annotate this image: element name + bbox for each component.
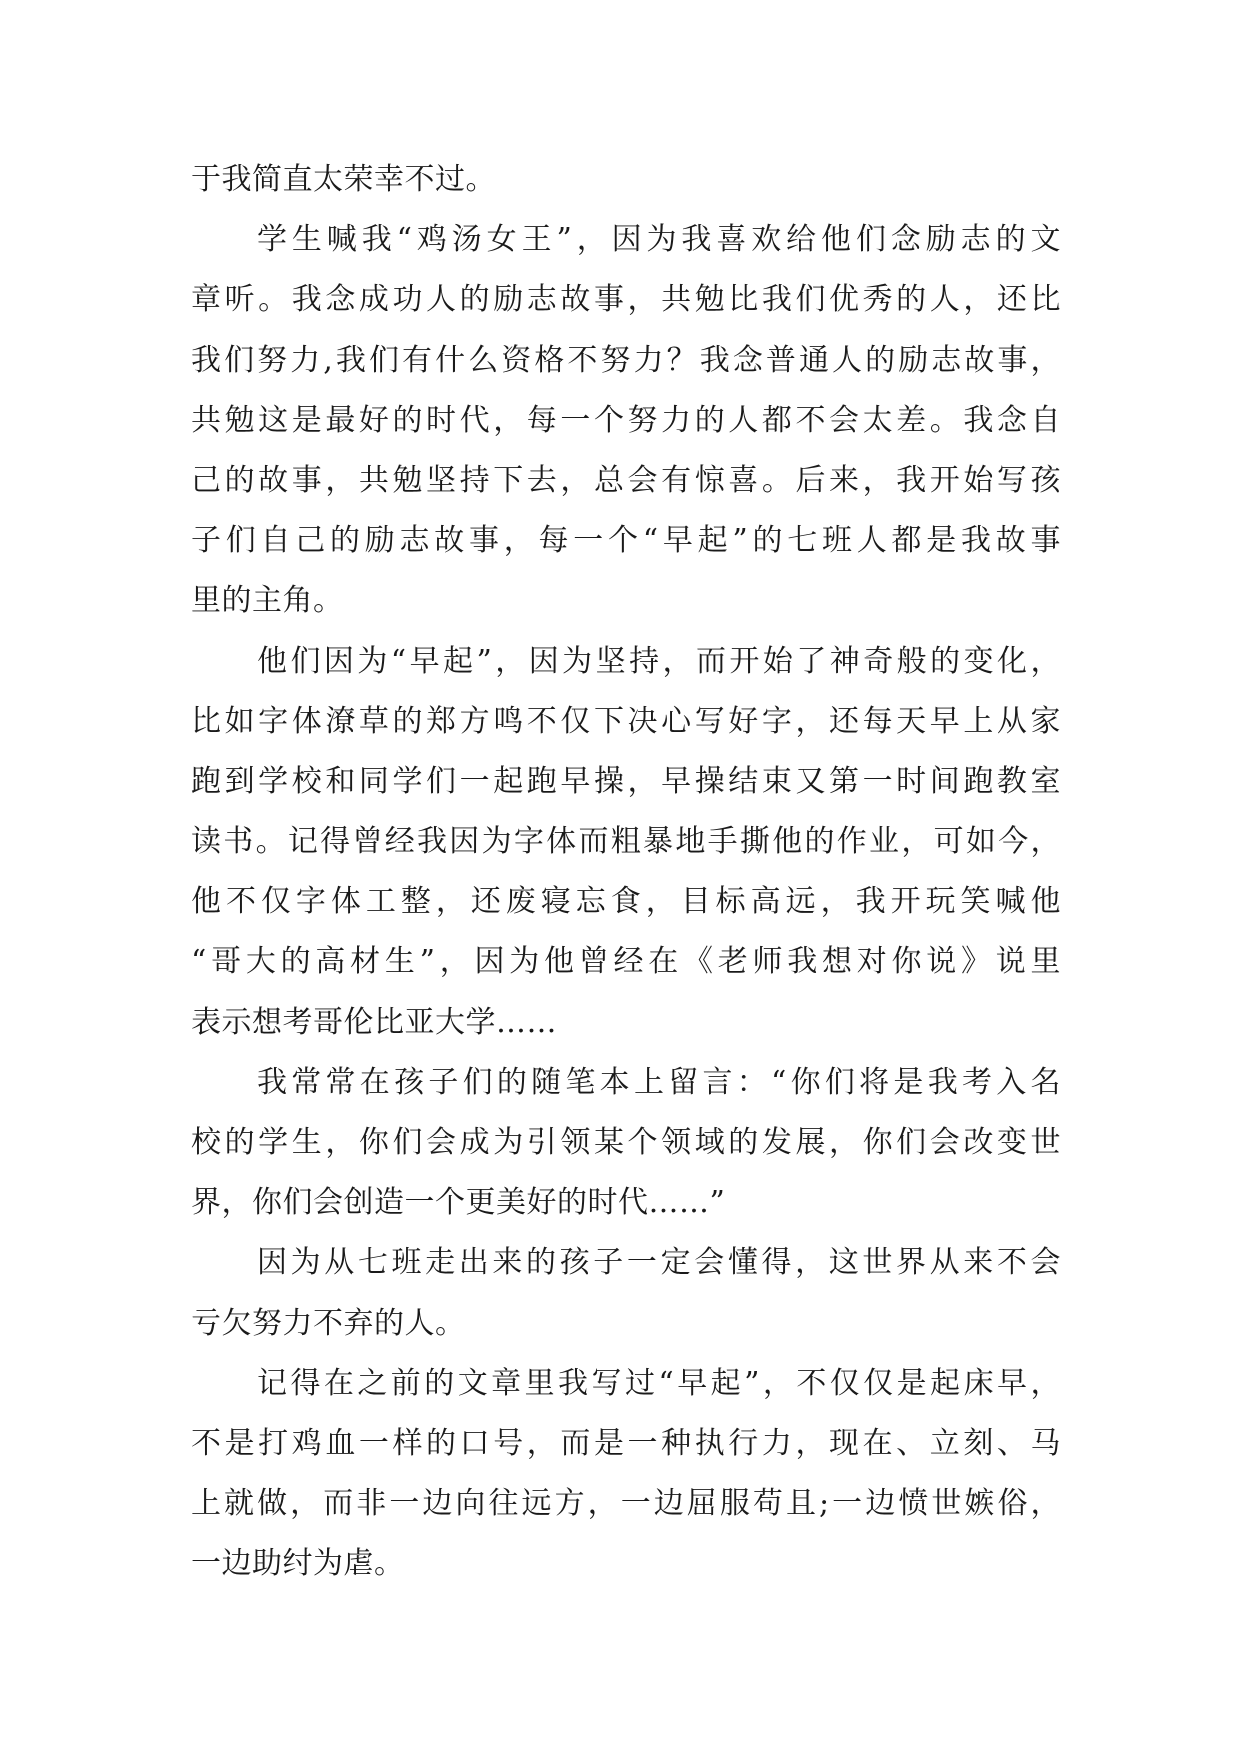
text-line-16: 我常常在孩子们的随笔本上留言：“你们将是我考入名 (257, 1064, 1061, 1100)
text-line-15: 表示想考哥伦比亚大学…… (191, 1004, 557, 1040)
text-line-3: 章听。我念成功人的励志故事，共勉比我们优秀的人，还比 (191, 282, 1061, 318)
text-line-14: “哥大的高材生”，因为他曾经在《老师我想对你说》说里 (191, 944, 1061, 980)
text-line-21: 记得在之前的文章里我写过“早起”，不仅仅是起床早， (257, 1365, 1061, 1401)
text-line-5: 共勉这是最好的时代，每一个努力的人都不会太差。我念自 (191, 402, 1061, 438)
text-line-23: 上就做，而非一边向往远方，一边屈服苟且;一边愤世嫉俗， (191, 1486, 1061, 1522)
text-line-22: 不是打鸡血一样的口号，而是一种执行力，现在、立刻、马 (191, 1425, 1061, 1461)
text-line-10: 比如字体潦草的郑方鸣不仅下决心写好字，还每天早上从家 (191, 703, 1061, 739)
text-line-17: 校的学生，你们会成为引领某个领域的发展，你们会改变世 (191, 1125, 1061, 1160)
text-line-19: 因为从七班走出来的孩子一定会懂得，这世界从来不会 (257, 1245, 1061, 1281)
text-line-7: 子们自己的励志故事，每一个“早起”的七班人都是我故事 (191, 523, 1061, 559)
text-line-20: 亏欠努力不弃的人。 (191, 1305, 466, 1341)
text-line-18: 界，你们会创造一个更美好的时代……” (191, 1185, 726, 1221)
text-line-1: 于我简直太荣幸不过。 (191, 162, 496, 197)
text-line-11: 跑到学校和同学们一起跑早操，早操结束又第一时间跑教室 (191, 763, 1061, 799)
text-line-9: 他们因为“早起”，因为坚持，而开始了神奇般的变化， (257, 643, 1061, 679)
text-line-4: 我们努力,我们有什么资格不努力？我念普通人的励志故事， (191, 342, 1061, 378)
text-line-2: 学生喊我“鸡汤女王”，因为我喜欢给他们念励志的文 (257, 222, 1061, 258)
text-line-8: 里的主角。 (191, 583, 344, 619)
text-line-6: 己的故事，共勉坚持下去，总会有惊喜。后来，我开始写孩 (191, 462, 1061, 498)
document-body (191, 150, 1061, 1595)
text-line-13: 他不仅字体工整，还废寝忘食，目标高远，我开玩笑喊他 (191, 884, 1061, 920)
text-line-12: 读书。记得曾经我因为字体而粗暴地手撕他的作业，可如今， (191, 824, 1061, 860)
text-line-24: 一边助纣为虐。 (191, 1546, 405, 1582)
